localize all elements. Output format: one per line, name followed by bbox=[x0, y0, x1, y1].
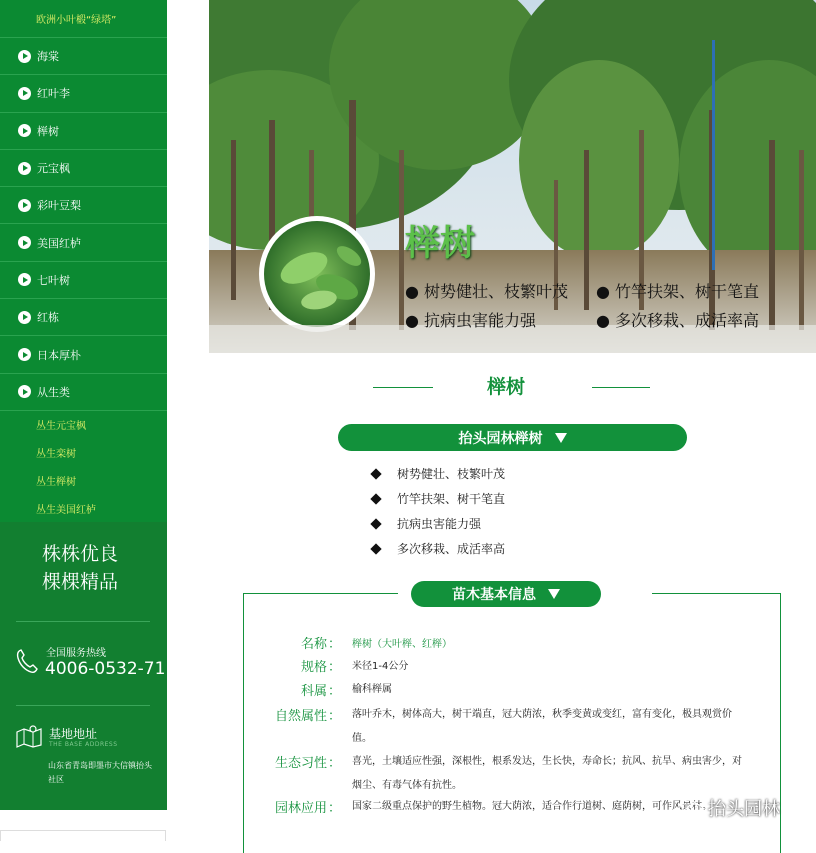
address-text: 山东省青岛即墨市大信镇抬头社区 bbox=[48, 761, 152, 784]
title-line-right bbox=[592, 387, 650, 388]
info-label-text: 园林应用 bbox=[274, 801, 327, 816]
product-pill[interactable] bbox=[338, 424, 687, 451]
diamond-icon bbox=[370, 468, 381, 479]
sidebar-item-hongyeli[interactable] bbox=[0, 75, 167, 112]
hotline-number[interactable]: 4006-0532-71 bbox=[45, 659, 166, 679]
info-label: 生态习性： bbox=[274, 756, 341, 771]
banner-feature-text: 抗病虫害能力强 bbox=[424, 311, 537, 330]
feature-item bbox=[369, 515, 481, 532]
info-pill[interactable] bbox=[411, 581, 601, 607]
info-label-text: 规格 bbox=[300, 660, 327, 675]
sidebar-item-label: 从生类 bbox=[37, 385, 70, 399]
banner-feature: ● 抗病虫害能力强 bbox=[405, 311, 537, 330]
arrow-right-icon bbox=[18, 162, 31, 175]
sidebar-item-congsheng[interactable] bbox=[0, 374, 167, 411]
triangle-down-icon bbox=[555, 433, 567, 443]
divider bbox=[16, 705, 150, 706]
phone-icon bbox=[16, 648, 38, 674]
arrow-right-icon bbox=[18, 385, 31, 398]
address-label: 基地地址 bbox=[49, 727, 98, 741]
sidebar-item-label: 海棠 bbox=[37, 50, 59, 64]
feature-item bbox=[369, 540, 505, 557]
arrow-right-icon bbox=[18, 311, 31, 324]
info-value: 榉树（大叶榉、红榉） bbox=[352, 639, 452, 650]
info-value: 落叶乔木，树体高大，树干端直，冠大荫浓，秋季变黄或变红，富有变化，极具观赏价值。 bbox=[352, 709, 732, 744]
banner-feature: ● 多次移栽、成活率高 bbox=[596, 311, 760, 330]
sidebar-subitem[interactable]: 丛生栾树 bbox=[36, 449, 76, 461]
arrow-right-icon bbox=[18, 199, 31, 212]
arrow-right-icon bbox=[18, 273, 31, 286]
info-value: 国家二级重点保护的野生植物。冠大荫浓，适合作行道树、庭荫树，可作风景林。 bbox=[352, 801, 712, 812]
pill-label: 抬头园林榉树 bbox=[458, 430, 543, 447]
slogan bbox=[42, 540, 118, 596]
arrow-right-icon bbox=[18, 236, 31, 249]
info-label: 园林应用： bbox=[274, 801, 341, 816]
sidebar-subitem[interactable]: 丛生元宝枫 bbox=[36, 421, 86, 433]
sidebar-item-yuanbaofeng[interactable] bbox=[0, 150, 167, 187]
info-label-text: 生态习性 bbox=[274, 756, 327, 771]
banner-feature: ● 树势健壮、枝繁叶茂 bbox=[405, 282, 569, 301]
sidebar-item-ribenhoupu[interactable] bbox=[0, 336, 167, 373]
diamond-icon bbox=[370, 493, 381, 504]
feature-text: 竹竿扶架、树干笔直 bbox=[397, 492, 506, 506]
slogan-line: 棵棵精品 bbox=[42, 571, 119, 593]
map-icon bbox=[16, 724, 42, 748]
triangle-down-icon bbox=[548, 589, 560, 599]
sidebar-item-caiyedouli[interactable] bbox=[0, 187, 167, 224]
diamond-icon bbox=[370, 518, 381, 529]
arrow-right-icon bbox=[18, 124, 31, 137]
banner-feature-text: 竹竿扶架、树干笔直 bbox=[615, 282, 760, 301]
info-value: 米径1-4公分 bbox=[352, 661, 409, 672]
slogan-line: 株株优良 bbox=[42, 543, 119, 565]
sidebar-item-label: 美国红栌 bbox=[37, 236, 81, 250]
info-label: 名称： bbox=[300, 637, 341, 652]
sidebar-subitem[interactable]: 丛生榉树 bbox=[36, 477, 76, 489]
hotline-label: 全国服务热线 bbox=[46, 648, 106, 659]
info-label: 科属： bbox=[300, 684, 341, 699]
sidebar-item-label: 红栋 bbox=[37, 311, 59, 325]
feature-item bbox=[369, 465, 505, 482]
address-en-label: THE BASE ADDRESS bbox=[49, 741, 118, 748]
sidebar-item-jushu[interactable] bbox=[0, 113, 167, 150]
feature-item bbox=[369, 490, 505, 507]
feature-text: 多次移栽、成活率高 bbox=[397, 542, 506, 556]
feature-text: 抗病虫害能力强 bbox=[397, 517, 482, 531]
diamond-icon bbox=[370, 543, 381, 554]
banner-feature: ● 竹竿扶架、树干笔直 bbox=[596, 282, 760, 301]
sidebar-item-label: 彩叶豆梨 bbox=[37, 199, 81, 213]
title-line-left bbox=[373, 387, 433, 388]
info-label-text: 自然属性 bbox=[274, 709, 327, 724]
sidebar-subitem[interactable]: 丛生美国红栌 bbox=[36, 505, 96, 517]
sidebar-item-label: 榉树 bbox=[37, 124, 59, 138]
divider bbox=[16, 621, 150, 622]
sidebar-bottom-box bbox=[0, 830, 166, 841]
arrow-right-icon bbox=[18, 87, 31, 100]
info-label-text: 科属 bbox=[300, 684, 327, 699]
section-title: 榉树 bbox=[487, 376, 526, 398]
info-label-text: 名称 bbox=[300, 637, 327, 652]
watermark-text: 抬头园林 bbox=[708, 799, 780, 820]
sidebar-sublist bbox=[0, 411, 167, 523]
sidebar-item-qiyeshu[interactable] bbox=[0, 262, 167, 299]
banner-feature-text: 多次移栽、成活率高 bbox=[615, 311, 760, 330]
info-label: 自然属性： bbox=[274, 709, 341, 724]
sidebar-item-haitang[interactable] bbox=[0, 38, 167, 75]
sidebar-item-label: 日本厚朴 bbox=[37, 348, 81, 362]
wechat-icon bbox=[678, 798, 704, 818]
info-value: 榆科榉属 bbox=[352, 684, 392, 695]
sidebar-item-label: 七叶树 bbox=[37, 273, 70, 287]
info-value: 喜光，土壤适应性强，深根性，根系发达，生长快，寿命长；抗风、抗旱、病虫害少，对烟尘、有毒气体有抗性。 bbox=[352, 756, 742, 791]
sidebar-item-label: 元宝枫 bbox=[37, 162, 70, 176]
sidebar-item-hongdong[interactable] bbox=[0, 299, 167, 336]
pill-label: 苗木基本信息 bbox=[452, 587, 536, 603]
arrow-right-icon bbox=[18, 50, 31, 63]
info-label: 规格： bbox=[300, 660, 341, 675]
banner-feature-text: 树势健壮、枝繁叶茂 bbox=[424, 282, 569, 301]
banner-title: 榉树 bbox=[405, 224, 476, 264]
sidebar-item-meiguohonglu[interactable] bbox=[0, 224, 167, 261]
feature-text: 树势健壮、枝繁叶茂 bbox=[397, 467, 506, 481]
watermark bbox=[678, 795, 780, 821]
sidebar-subitem-linden[interactable]: 欧洲小叶椴“绿塔” bbox=[0, 0, 167, 38]
sidebar-item-label: 红叶李 bbox=[37, 87, 70, 101]
arrow-right-icon bbox=[18, 348, 31, 361]
